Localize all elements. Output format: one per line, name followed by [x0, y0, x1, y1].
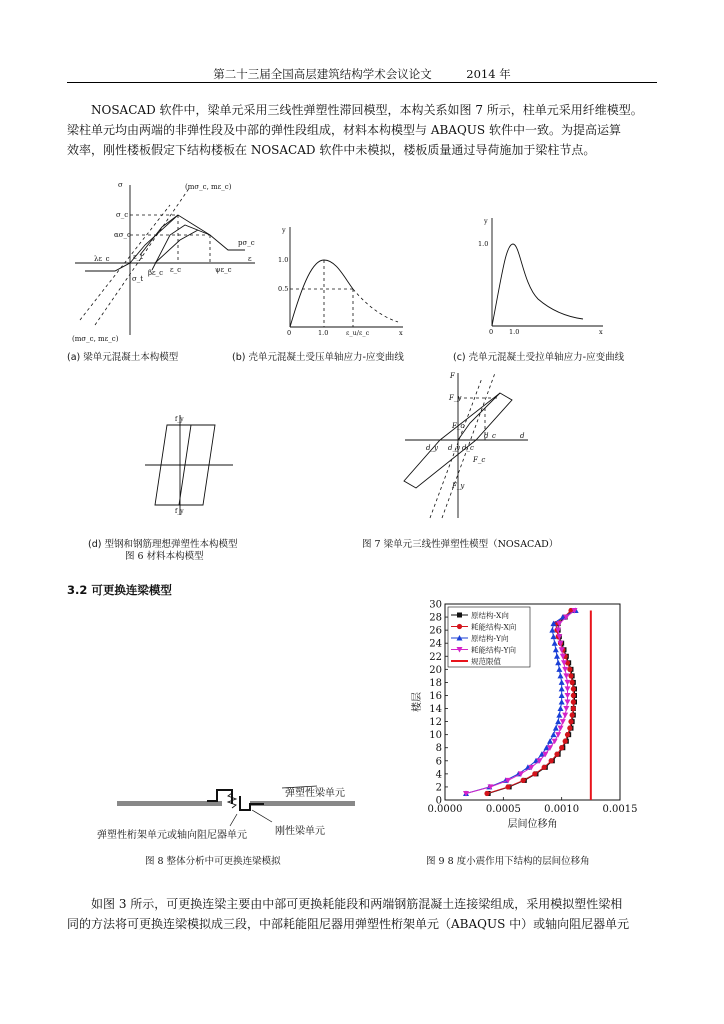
paragraph-line: 梁柱单元均由两端的非弹性段及中部的弹性段组成，材料本构模型与 ABAQUS 软件中一致。为提高运算	[67, 123, 621, 137]
y-tick-label: 28	[429, 612, 442, 624]
legend-label: 原结构-Y向	[471, 634, 509, 643]
fig6c-caption: (c) 壳单元混凝土受拉单轴应力-应变曲线	[453, 352, 625, 363]
paragraph-line: 效率，刚性楼板假定下结构楼板在 NOSACAD 软件中未模拟，楼板质量通过导荷施加于梁柱节点。	[67, 143, 596, 157]
running-header: 第二十三届全国高层建筑结构学术会议论文 2014 年	[213, 67, 511, 81]
data-point	[570, 680, 575, 685]
fig8-label-rigid-beam: 刚性梁单元	[275, 826, 325, 837]
data-point	[567, 667, 572, 672]
fig7-title: 图 7 梁单元三线性弹塑性模型（NOSACAD）	[362, 539, 559, 550]
svg-text:1.0: 1.0	[318, 329, 329, 337]
fig6a-concrete-model	[70, 175, 260, 345]
data-point	[559, 679, 565, 685]
data-point	[484, 791, 489, 796]
y-tick-label: 18	[429, 677, 442, 689]
label-lambda: λε_c	[94, 255, 110, 263]
label-eps-t: ε_t	[133, 253, 143, 261]
data-point	[568, 719, 573, 724]
y-tick-label: 4	[435, 769, 442, 781]
x-tick-label: 0.0005	[485, 804, 521, 815]
label-eps: ε	[248, 255, 252, 263]
paragraph-line: 同的方法将可更换连梁模拟成三段，中部耗能阻尼器用弹塑性桁架单元（ABAQUS 中）或轴向阻尼器单元	[67, 917, 630, 931]
fig6a-caption: (a) 梁单元混凝土本构模型	[67, 352, 179, 363]
data-point	[570, 712, 575, 717]
paragraph-line: 如图 3 所示，可更换连梁主要由中部可更换耗能段和两端钢筋混凝土连接梁组成，采用模拟塑性梁相	[91, 897, 623, 911]
data-point	[571, 706, 576, 711]
section-heading: 3.2 可更换连梁模型	[67, 583, 172, 597]
data-point	[571, 686, 576, 691]
data-point	[554, 752, 559, 757]
fig8-label-plastic-beam: 弹塑性梁单元	[285, 788, 345, 799]
y-tick-label: 14	[429, 704, 442, 716]
label-eps-c: ε_c	[170, 266, 182, 274]
x-tick-label: 0.0010	[544, 804, 580, 815]
svg-text:y: y	[484, 217, 488, 225]
data-point	[556, 666, 562, 672]
x-axis-label: 层间位移角	[507, 819, 558, 830]
label-sigma: σ	[118, 181, 123, 189]
data-point	[549, 758, 554, 763]
svg-text:ε_u/ε_c: ε_u/ε_c	[346, 329, 370, 337]
svg-text:x: x	[599, 328, 603, 336]
legend-label: 原结构-X向	[471, 611, 509, 620]
fig9-title: 图 9 8 度小震作用下结构的层间位移角	[426, 856, 590, 867]
y-axis-label: 楼层	[412, 692, 423, 712]
svg-text:1.0: 1.0	[509, 328, 520, 336]
data-point	[532, 771, 537, 776]
data-point	[565, 700, 571, 706]
svg-text:1.0: 1.0	[278, 256, 289, 264]
y-tick-label: 12	[429, 717, 442, 729]
fig6b-caption: (b) 壳单元混凝土受压单轴应力-应变曲线	[232, 352, 404, 363]
data-point	[565, 693, 571, 699]
svg-text:d_c: d_c	[484, 432, 496, 440]
data-point	[565, 732, 570, 737]
fig8-label-truss-damper: 弹塑性桁架单元或轴向阻尼器单元	[97, 830, 247, 841]
svg-text:d: d	[520, 432, 525, 440]
svg-text:F_y: F_y	[452, 482, 465, 490]
y-tick-label: 2	[435, 782, 442, 794]
svg-text:f_y: f_y	[175, 416, 184, 423]
x-tick-label: 0.0015	[602, 804, 638, 815]
svg-text:0: 0	[287, 329, 292, 337]
y-tick-label: 16	[429, 690, 442, 702]
data-point	[556, 712, 562, 718]
fig8-title: 图 8 整体分析中可更换连梁模拟	[145, 856, 281, 867]
fig6b-compression-curve	[278, 222, 408, 337]
label-beta: βε_c	[148, 269, 164, 277]
data-point	[558, 673, 564, 679]
data-point	[554, 653, 560, 659]
svg-text:d_y: d_y	[448, 444, 460, 452]
data-point	[555, 660, 561, 666]
legend-label: 耗能结构-X向	[471, 622, 517, 632]
data-point	[558, 706, 564, 712]
data-point	[565, 686, 571, 692]
legend-label: 耗能结构-Y向	[471, 645, 516, 655]
label-bottom-point: (mσ_c, mε_c)	[72, 335, 119, 343]
legend-label: 规范限值	[471, 657, 501, 666]
paragraph-line: NOSACAD 软件中，梁单元采用三线性弹塑性滞回模型，本构关系如图 7 所示，柱单元采用纤维模型。	[91, 103, 643, 117]
fig6d-steel-model	[145, 410, 235, 520]
data-point	[559, 699, 565, 705]
data-point	[542, 765, 547, 770]
label-psi: ψε_c	[215, 266, 232, 274]
header-rule	[67, 82, 657, 83]
fig7-trilinear-model	[400, 368, 535, 528]
data-point	[552, 640, 558, 646]
label-sigma-c: σ_c	[116, 211, 129, 219]
svg-text:y: y	[282, 226, 286, 234]
svg-text:d_y: d_y	[426, 444, 438, 452]
data-point	[568, 673, 573, 678]
y-tick-label: 30	[429, 599, 442, 611]
svg-text:1.0: 1.0	[478, 240, 489, 248]
label-sigma-t: σ_t	[132, 275, 144, 283]
data-point	[563, 706, 569, 712]
y-tick-label: 8	[435, 743, 442, 755]
svg-text:F_y: F_y	[449, 394, 462, 402]
data-point	[571, 693, 576, 698]
data-point	[559, 745, 564, 750]
svg-text:d_c: d_c	[462, 444, 474, 452]
y-tick-label: 20	[429, 664, 442, 676]
svg-text:0: 0	[489, 328, 494, 336]
label-p-sigma: pσ_c	[238, 239, 255, 247]
svg-text:f_y: f_y	[175, 508, 184, 515]
data-point	[562, 713, 568, 719]
y-tick-label: 22	[429, 651, 442, 663]
data-point	[457, 624, 462, 629]
y-tick-label: 6	[435, 756, 442, 768]
data-point	[457, 613, 462, 618]
y-tick-label: 24	[429, 638, 442, 650]
fig6c-tension-curve	[478, 214, 608, 336]
data-point	[559, 686, 565, 692]
fig9-drift-chart	[410, 596, 638, 836]
data-point	[559, 692, 565, 698]
svg-text:0.5: 0.5	[278, 285, 289, 293]
data-point	[521, 778, 526, 783]
svg-text:F_c: F_c	[473, 456, 486, 464]
data-point	[505, 784, 510, 789]
label-alpha-sigma: ασ_c	[114, 231, 131, 239]
data-point	[553, 647, 559, 653]
fig6-title: 图 6 材料本构模型	[125, 551, 204, 562]
data-point	[571, 699, 576, 704]
svg-text:x: x	[399, 329, 403, 337]
svg-text:F: F	[450, 372, 455, 380]
svg-text:F_c: F_c	[452, 422, 465, 430]
y-tick-label: 0	[435, 795, 442, 807]
data-point	[563, 739, 568, 744]
data-point	[567, 726, 572, 731]
label-top-point: (mσ_c, mε_c)	[185, 183, 232, 191]
y-tick-label: 26	[429, 625, 442, 637]
x-tick-label: 0.0000	[427, 804, 463, 815]
fig6d-caption: (d) 型钢和钢筋理想弹塑性本构模型	[88, 539, 238, 550]
y-tick-label: 10	[429, 730, 442, 742]
